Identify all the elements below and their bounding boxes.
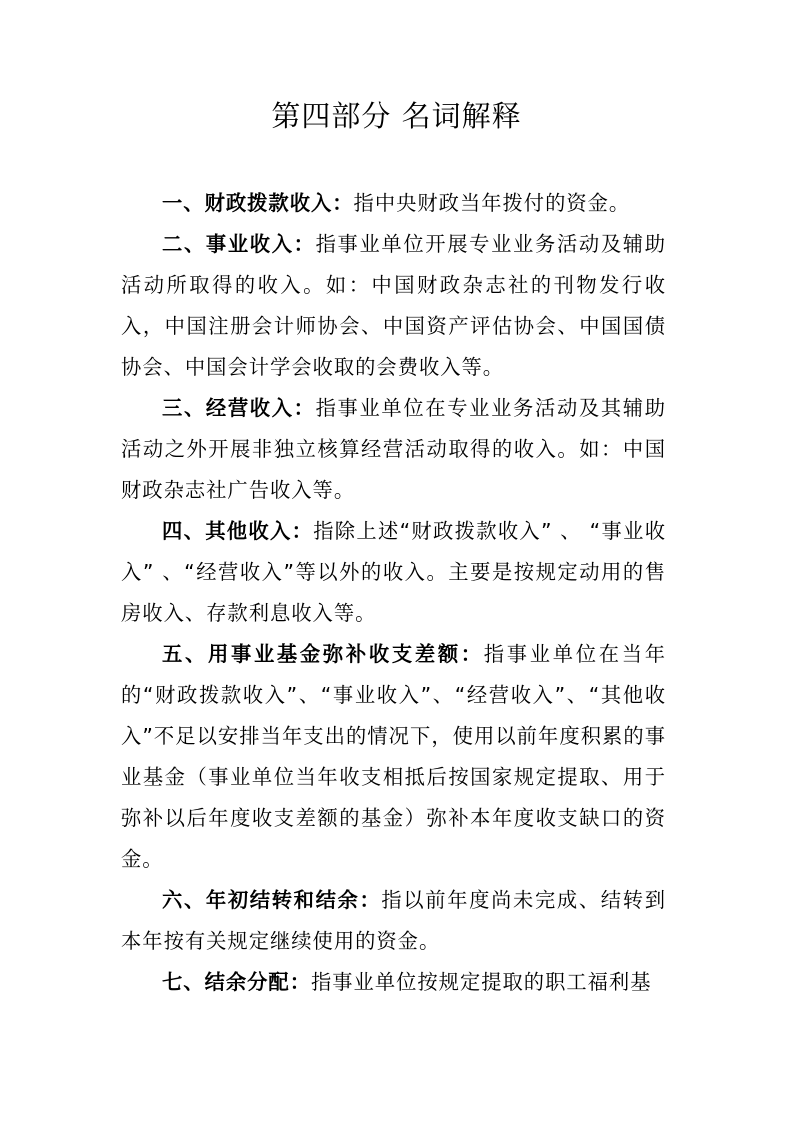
definition-term: 一、财政拨款收入： [162,191,354,215]
definition-paragraph [121,224,666,388]
definition-text: 指中央财政当年拨付的资金。 [353,191,631,215]
definition-text: 指以前年度尚未完成、结转到本年按有关规定继续使用的资金。 [121,888,666,953]
definition-paragraph [121,962,666,1003]
definition-paragraph [121,880,666,962]
definition-paragraph [121,634,666,880]
definition-term: 二、事业收入： [162,232,316,256]
definition-paragraph [121,183,666,224]
definition-text: 指事业单位在专业业务活动及其辅助活动之外开展非独立核算经营活动取得的收入。如：中国财政杂志社广告收入等。 [121,396,666,502]
definition-term: 三、经营收入： [162,396,316,420]
definition-term: 七、结余分配： [162,970,311,994]
definitions-body [121,183,666,1003]
definition-text: 指事业单位按规定提取的职工福利基 [310,970,652,994]
definition-term: 六、年初结转和结余： [162,888,382,912]
definition-term: 五、用事业基金弥补收支差额： [162,642,484,666]
definition-text: 指除上述“财政拨款收入” 、 “事业收入” 、“经营收入”等以外的收入。主要是按规定动用的售房收入、存款利息收入等。 [121,519,666,625]
definition-term: 四、其他收入： [162,519,314,543]
definition-text: 指事业单位开展专业业务活动及辅助活动所取得的收入。如：中国财政杂志社的刊物发行收入，中国注册会计师协会、中国资产评估协会、中国国债协会、中国会计学会收取的会费收入等。 [121,232,666,379]
definition-paragraph [121,388,666,511]
definition-text: 指事业单位在当年的“财政拨款收入”、“事业收入”、“经营收入”、“其他收入”不足以安排当年支出的情况下，使用以前年度积累的事业基金（事业单位当年收支相抵后按国家规定提取、用于弥补以后年度收支差额的基金）弥补本年度收支缺口的资金。 [121,642,666,871]
page-title: 第四部分 名词解释 [271,99,522,133]
definition-paragraph [121,511,666,634]
